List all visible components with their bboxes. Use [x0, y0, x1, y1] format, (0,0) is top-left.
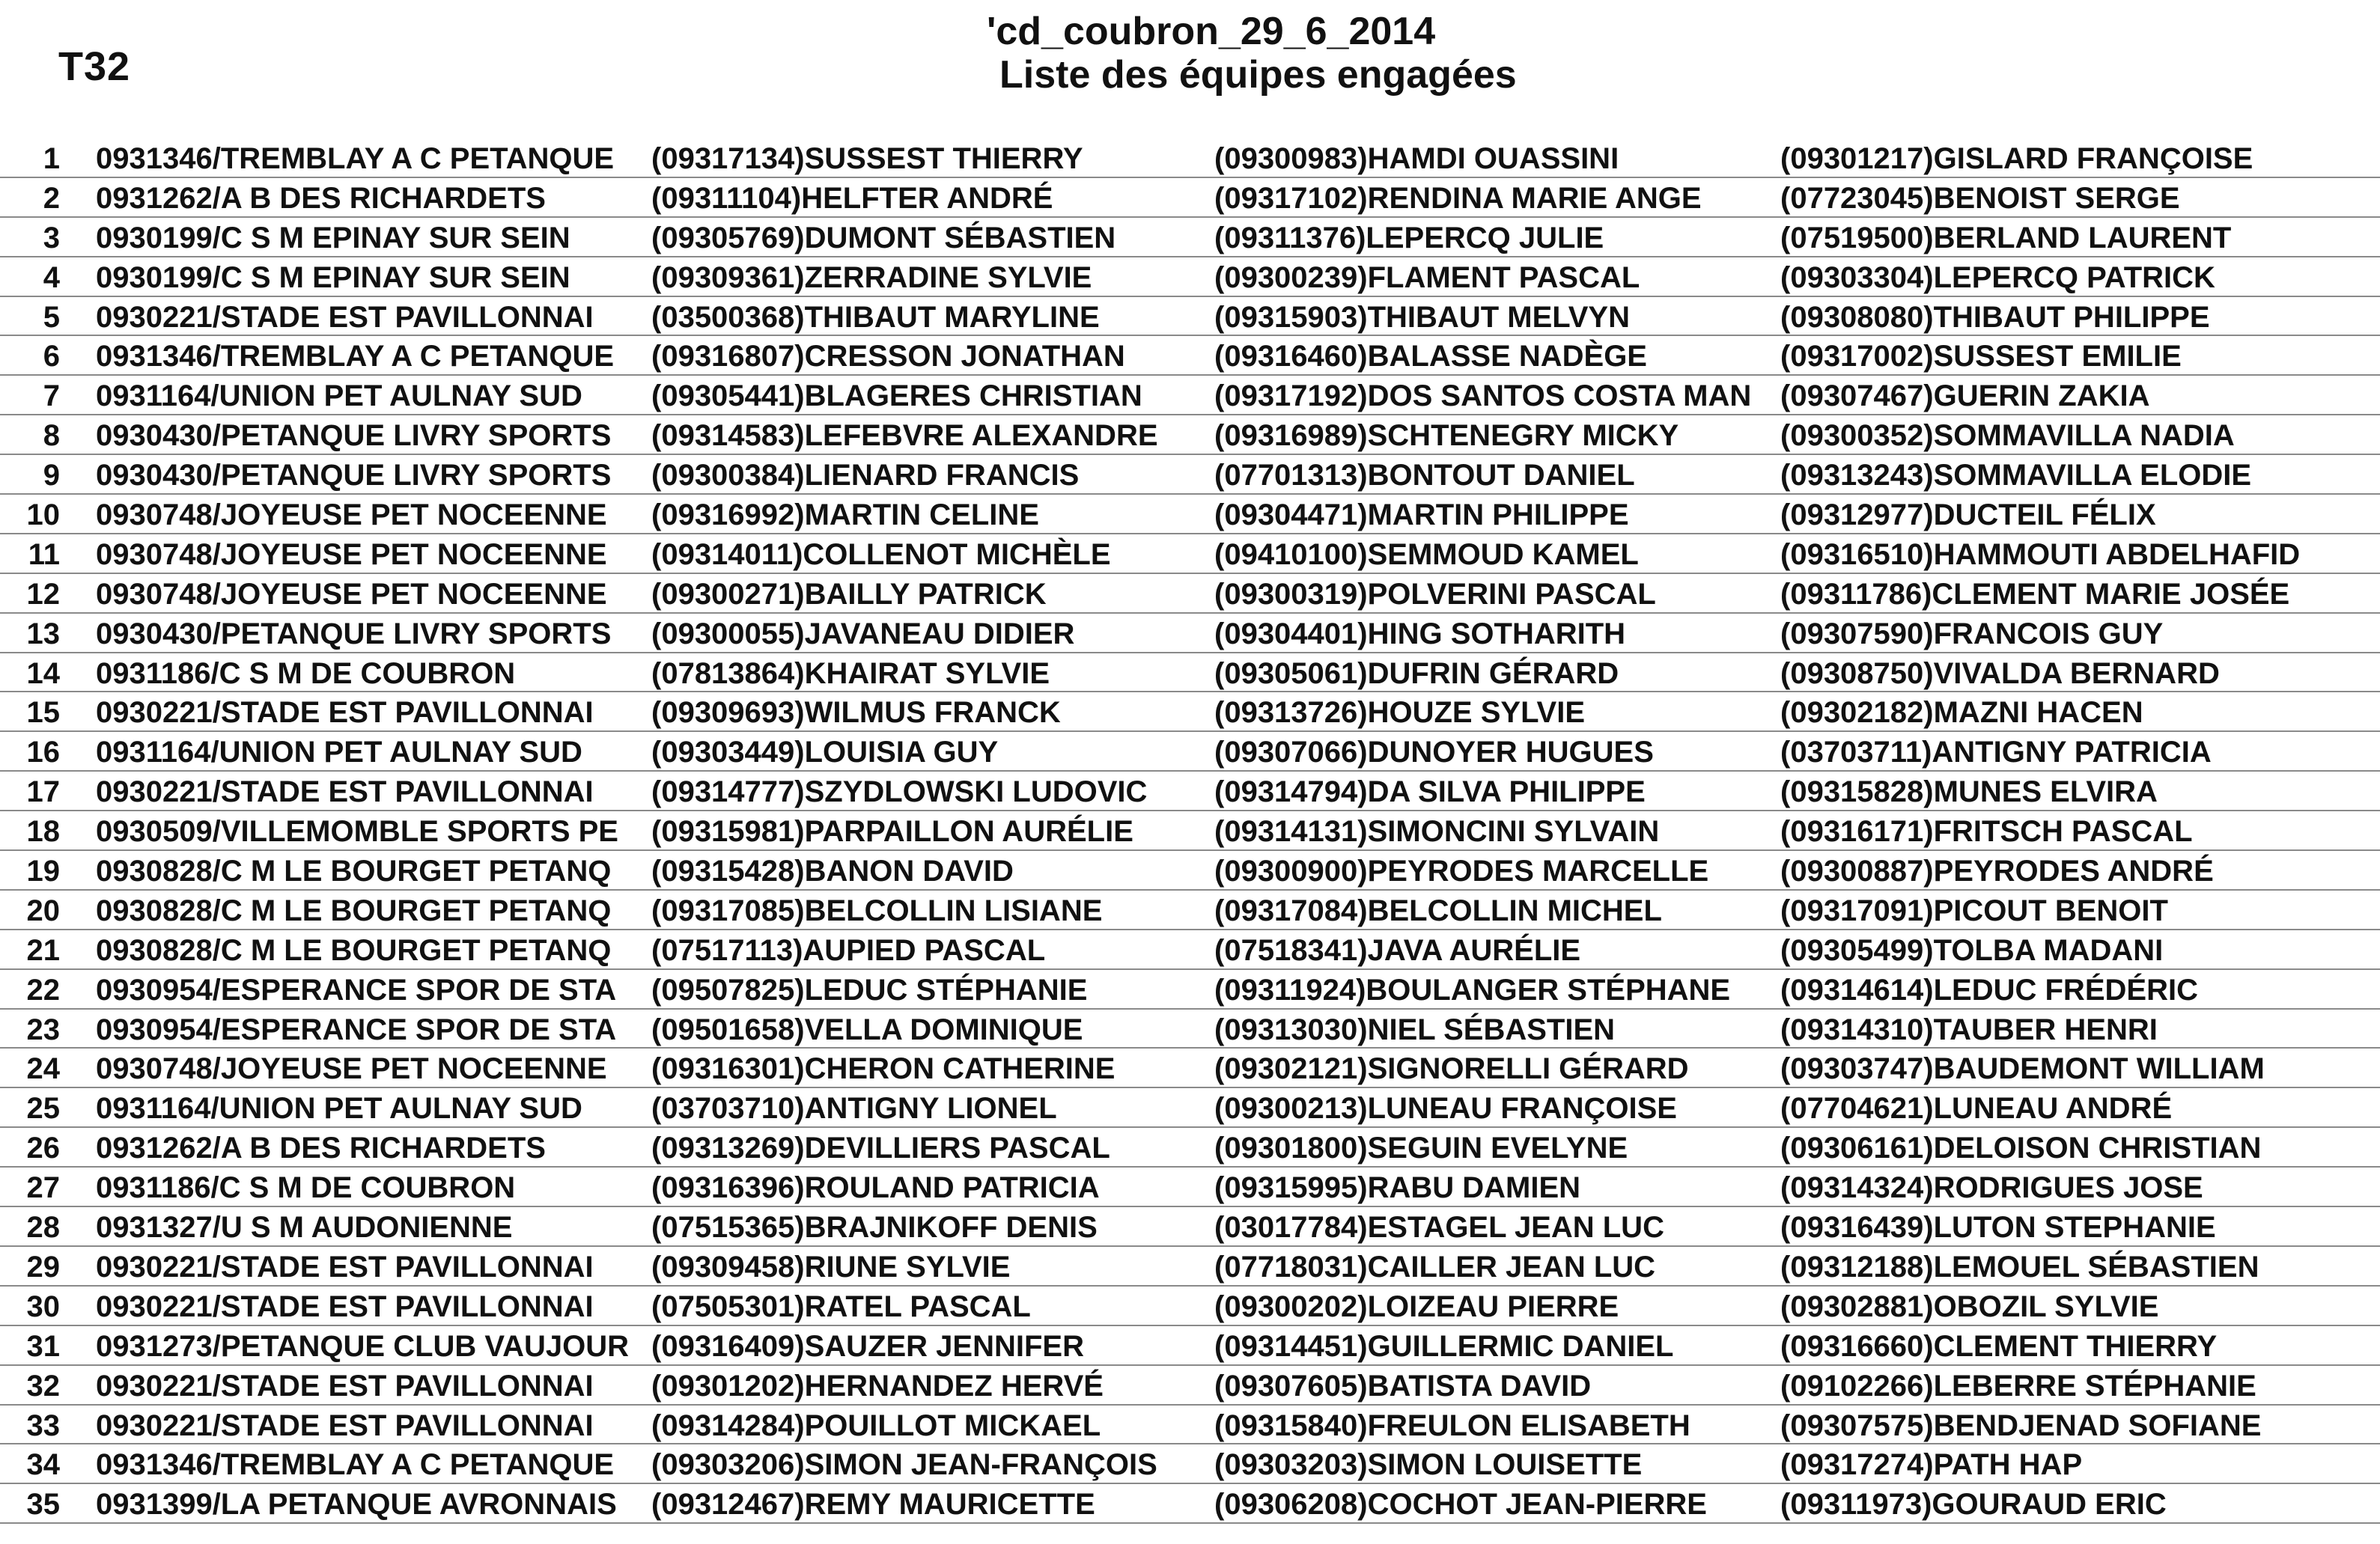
team-player-2: (09300983)HAMDI OUASSINI — [1214, 142, 1619, 175]
team-player-1: (09300271)BAILLY PATRICK — [651, 577, 1047, 611]
team-player-3: (09316510)HAMMOUTI ABDELHAFID — [1780, 537, 2301, 571]
team-row — [0, 455, 2380, 495]
team-player-1: (09313269)DEVILLIERS PASCAL — [651, 1132, 1110, 1165]
team-number: 8 — [43, 419, 60, 453]
team-player-2: (09300213)LUNEAU FRANÇOISE — [1214, 1092, 1677, 1126]
team-player-3: (09314324)RODRIGUES JOSE — [1780, 1171, 2203, 1205]
team-number: 15 — [26, 696, 60, 730]
team-row — [0, 138, 2380, 178]
team-club: 0930954/ESPERANCE SPOR DE STA — [96, 1013, 617, 1046]
team-player-3: (09300352)SOMMAVILLA NADIA — [1780, 419, 2235, 453]
team-row — [0, 772, 2380, 811]
team-club: 0930221/STADE EST PAVILLONNAI — [96, 1369, 594, 1403]
team-row — [0, 178, 2380, 218]
team-player-2: (09311924)BOULANGER STÉPHANE — [1214, 973, 1731, 1007]
team-player-3: (09317274)PATH HAP — [1780, 1448, 2083, 1482]
team-row — [0, 1406, 2380, 1445]
team-player-1: (09303206)SIMON JEAN-FRANÇOIS — [651, 1448, 1157, 1482]
team-club: 0930430/PETANQUE LIVRY SPORTS — [96, 617, 612, 650]
team-row — [0, 218, 2380, 257]
team-club: 0931262/A B DES RICHARDETS — [96, 181, 546, 215]
team-player-3: (09300887)PEYRODES ANDRÉ — [1780, 855, 2214, 888]
team-number: 19 — [26, 855, 60, 888]
team-player-1: (03703710)ANTIGNY LIONEL — [651, 1092, 1057, 1126]
team-player-1: (03500368)THIBAUT MARYLINE — [651, 300, 1100, 334]
team-player-2: (09316460)BALASSE NADÈGE — [1214, 340, 1647, 373]
team-player-1: (09314583)LEFEBVRE ALEXANDRE — [651, 419, 1158, 453]
team-row — [0, 415, 2380, 455]
team-player-3: (09302182)MAZNI HACEN — [1780, 696, 2143, 730]
team-player-2: (09314794)DA SILVA PHILIPPE — [1214, 775, 1646, 809]
team-number: 34 — [26, 1448, 60, 1482]
team-row — [0, 534, 2380, 574]
team-player-3: (09312188)LEMOUEL SÉBASTIEN — [1780, 1250, 2259, 1284]
team-player-2: (09300319)POLVERINI PASCAL — [1214, 577, 1656, 611]
team-club: 0930221/STADE EST PAVILLONNAI — [96, 300, 594, 334]
team-club: 0931346/TREMBLAY A C PETANQUE — [96, 340, 615, 373]
team-player-3: (09305499)TOLBA MADANI — [1780, 933, 2164, 967]
team-player-3: (09306161)DELOISON CHRISTIAN — [1780, 1132, 2262, 1165]
team-player-3: (09312977)DUCTEIL FÉLIX — [1780, 498, 2156, 532]
team-club: 0930221/STADE EST PAVILLONNAI — [96, 1290, 594, 1323]
team-row — [0, 1247, 2380, 1287]
team-player-1: (07813864)KHAIRAT SYLVIE — [651, 656, 1050, 690]
document-tag: T32 — [58, 44, 131, 89]
team-club: 0931262/A B DES RICHARDETS — [96, 1132, 546, 1165]
team-club: 0930199/C S M EPINAY SUR SEIN — [96, 260, 570, 294]
team-row — [0, 336, 2380, 376]
team-player-1: (09314777)SZYDLOWSKI LUDOVIC — [651, 775, 1148, 809]
team-player-3: (03703711)ANTIGNY PATRICIA — [1780, 736, 2212, 769]
team-club: 0930954/ESPERANCE SPOR DE STA — [96, 973, 617, 1007]
team-row — [0, 930, 2380, 970]
team-club: 0930430/PETANQUE LIVRY SPORTS — [96, 459, 612, 492]
team-club: 0930430/PETANQUE LIVRY SPORTS — [96, 419, 612, 453]
team-player-2: (09305061)DUFRIN GÉRARD — [1214, 656, 1619, 690]
team-row — [0, 970, 2380, 1010]
team-player-1: (09312467)REMY MAURICETTE — [651, 1488, 1095, 1522]
team-club: 0931273/PETANQUE CLUB VAUJOUR — [96, 1329, 630, 1363]
team-player-3: (09315828)MUNES ELVIRA — [1780, 775, 2158, 809]
team-player-1: (09314011)COLLENOT MICHÈLE — [651, 537, 1111, 571]
team-player-2: (09302121)SIGNORELLI GÉRARD — [1214, 1052, 1689, 1086]
team-player-1: (09316807)CRESSON JONATHAN — [651, 340, 1125, 373]
team-row — [0, 495, 2380, 534]
team-number: 17 — [26, 775, 60, 809]
team-club: 0931327/U S M AUDONIENNE — [96, 1211, 513, 1245]
team-player-3: (09308080)THIBAUT PHILIPPE — [1780, 300, 2210, 334]
team-number: 21 — [26, 933, 60, 967]
team-number: 12 — [26, 577, 60, 611]
team-player-3: (09314310)TAUBER HENRI — [1780, 1013, 2158, 1046]
team-club: 0931346/TREMBLAY A C PETANQUE — [96, 1448, 615, 1482]
team-number: 35 — [26, 1488, 60, 1522]
team-player-3: (07519500)BERLAND LAURENT — [1780, 221, 2232, 254]
team-row — [0, 1366, 2380, 1406]
team-club: 0930828/C M LE BOURGET PETANQ — [96, 933, 612, 967]
team-number: 22 — [26, 973, 60, 1007]
team-player-3: (09313243)SOMMAVILLA ELODIE — [1780, 459, 2252, 492]
team-row — [0, 851, 2380, 891]
team-club: 0931186/C S M DE COUBRON — [96, 656, 516, 690]
team-player-2: (09316989)SCHTENEGRY MICKY — [1214, 419, 1679, 453]
team-player-1: (07517113)AUPIED PASCAL — [651, 933, 1046, 967]
team-player-3: (09308750)VIVALDA BERNARD — [1780, 656, 2220, 690]
team-number: 18 — [26, 815, 60, 849]
team-player-3: (09311786)CLEMENT MARIE JOSÉE — [1780, 577, 2290, 611]
team-row — [0, 732, 2380, 772]
team-player-3: (09316660)CLEMENT THIERRY — [1780, 1329, 2218, 1363]
team-row — [0, 1128, 2380, 1168]
team-player-3: (09102266)LEBERRE STÉPHANIE — [1780, 1369, 2256, 1403]
team-number: 13 — [26, 617, 60, 650]
team-player-3: (09303747)BAUDEMONT WILLIAM — [1780, 1052, 2265, 1086]
team-row — [0, 574, 2380, 614]
team-player-1: (09315428)BANON DAVID — [651, 855, 1014, 888]
team-player-1: (09305769)DUMONT SÉBASTIEN — [651, 221, 1116, 254]
team-player-2: (09313726)HOUZE SYLVIE — [1214, 696, 1586, 730]
team-list — [0, 138, 2380, 1524]
team-club: 0930221/STADE EST PAVILLONNAI — [96, 1250, 594, 1284]
team-player-1: (09311104)HELFTER ANDRÉ — [651, 181, 1053, 215]
team-player-1: (09507825)LEDUC STÉPHANIE — [651, 973, 1088, 1007]
team-player-1: (09316992)MARTIN CELINE — [651, 498, 1039, 532]
team-row — [0, 1287, 2380, 1326]
team-player-2: (09410100)SEMMOUD KAMEL — [1214, 537, 1639, 571]
team-row — [0, 1326, 2380, 1366]
team-row — [0, 1444, 2380, 1484]
team-player-3: (09303304)LEPERCQ PATRICK — [1780, 260, 2215, 294]
team-player-2: (09303203)SIMON LOUISETTE — [1214, 1448, 1643, 1482]
team-player-2: (09315903)THIBAUT MELVYN — [1214, 300, 1630, 334]
document-subtitle: Liste des équipes engagées — [999, 53, 1517, 97]
team-player-2: (09304401)HING SOTHARITH — [1214, 617, 1626, 650]
team-player-2: (09317192)DOS SANTOS COSTA MAN — [1214, 379, 1752, 413]
team-player-1: (09300055)JAVANEAU DIDIER — [651, 617, 1075, 650]
team-row — [0, 376, 2380, 415]
team-player-3: (09301217)GISLARD FRANÇOISE — [1780, 142, 2253, 175]
team-club: 0930221/STADE EST PAVILLONNAI — [96, 696, 594, 730]
team-club: 0930828/C M LE BOURGET PETANQ — [96, 894, 612, 927]
team-player-2: (09307066)DUNOYER HUGUES — [1214, 736, 1654, 769]
team-player-2: (09304471)MARTIN PHILIPPE — [1214, 498, 1629, 532]
team-player-1: (09305441)BLAGERES CHRISTIAN — [651, 379, 1142, 413]
team-player-3: (09302881)OBOZIL SYLVIE — [1780, 1290, 2159, 1323]
team-club: 0930748/JOYEUSE PET NOCEENNE — [96, 577, 607, 611]
team-row — [0, 692, 2380, 732]
team-player-1: (09315981)PARPAILLON AURÉLIE — [651, 815, 1133, 849]
team-player-1: (09300384)LIENARD FRANCIS — [651, 459, 1080, 492]
team-number: 32 — [26, 1369, 60, 1403]
team-club: 0930748/JOYEUSE PET NOCEENNE — [96, 498, 607, 532]
team-player-3: (09307590)FRANCOIS GUY — [1780, 617, 2164, 650]
team-player-2: (07518341)JAVA AURÉLIE — [1214, 933, 1581, 967]
team-player-1: (09309361)ZERRADINE SYLVIE — [651, 260, 1092, 294]
team-club: 0930748/JOYEUSE PET NOCEENNE — [96, 537, 607, 571]
team-player-2: (09301800)SEGUIN EVELYNE — [1214, 1132, 1628, 1165]
team-player-3: (09311973)GOURAUD ERIC — [1780, 1488, 2167, 1522]
team-number: 30 — [26, 1290, 60, 1323]
team-player-2: (09306208)COCHOT JEAN-PIERRE — [1214, 1488, 1707, 1522]
team-club: 0930509/VILLEMOMBLE SPORTS PE — [96, 815, 618, 849]
team-row — [0, 1088, 2380, 1128]
team-player-1: (09303449)LOUISIA GUY — [651, 736, 999, 769]
team-player-1: (09316301)CHERON CATHERINE — [651, 1052, 1116, 1086]
team-player-2: (09300239)FLAMENT PASCAL — [1214, 260, 1640, 294]
team-club: 0930828/C M LE BOURGET PETANQ — [96, 855, 612, 888]
team-number: 7 — [43, 379, 60, 413]
team-club: 0931186/C S M DE COUBRON — [96, 1171, 516, 1205]
team-player-1: (09316409)SAUZER JENNIFER — [651, 1329, 1084, 1363]
team-player-1: (09501658)VELLA DOMINIQUE — [651, 1013, 1083, 1046]
team-player-3: (09307575)BENDJENAD SOFIANE — [1780, 1409, 2262, 1442]
team-number: 24 — [26, 1052, 60, 1086]
team-player-1: (07515365)BRAJNIKOFF DENIS — [651, 1211, 1098, 1245]
team-player-1: (07505301)RATEL PASCAL — [651, 1290, 1031, 1323]
team-number: 10 — [26, 498, 60, 532]
team-number: 14 — [26, 656, 60, 690]
team-number: 28 — [26, 1211, 60, 1245]
team-number: 11 — [28, 537, 60, 571]
team-row — [0, 297, 2380, 337]
team-number: 3 — [43, 221, 60, 254]
team-player-2: (09300900)PEYRODES MARCELLE — [1214, 855, 1709, 888]
team-number: 26 — [26, 1132, 60, 1165]
team-player-3: (09317091)PICOUT BENOIT — [1780, 894, 2168, 927]
team-row — [0, 1207, 2380, 1247]
team-number: 25 — [26, 1092, 60, 1126]
team-player-2: (09317084)BELCOLLIN MICHEL — [1214, 894, 1662, 927]
team-row — [0, 811, 2380, 851]
team-player-2: (09313030)NIEL SÉBASTIEN — [1214, 1013, 1616, 1046]
team-number: 20 — [26, 894, 60, 927]
team-player-1: (09317085)BELCOLLIN LISIANE — [651, 894, 1103, 927]
team-row — [0, 1484, 2380, 1524]
team-player-2: (07718031)CAILLER JEAN LUC — [1214, 1250, 1656, 1284]
team-player-3: (09307467)GUERIN ZAKIA — [1780, 379, 2150, 413]
team-player-2: (09315995)RABU DAMIEN — [1214, 1171, 1581, 1205]
team-club: 0931164/UNION PET AULNAY SUD — [96, 736, 582, 769]
team-club: 0931164/UNION PET AULNAY SUD — [96, 1092, 582, 1126]
team-number: 1 — [43, 142, 60, 175]
team-club: 0930221/STADE EST PAVILLONNAI — [96, 775, 594, 809]
team-club: 0930748/JOYEUSE PET NOCEENNE — [96, 1052, 607, 1086]
team-player-2: (09314131)SIMONCINI SYLVAIN — [1214, 815, 1660, 849]
team-player-2: (09307605)BATISTA DAVID — [1214, 1369, 1592, 1403]
team-club: 0930221/STADE EST PAVILLONNAI — [96, 1409, 594, 1442]
team-player-3: (09314614)LEDUC FRÉDÉRIC — [1780, 973, 2198, 1007]
team-number: 31 — [26, 1329, 60, 1363]
team-row — [0, 653, 2380, 693]
team-player-1: (09317134)SUSSEST THIERRY — [651, 142, 1083, 175]
team-player-2: (03017784)ESTAGEL JEAN LUC — [1214, 1211, 1664, 1245]
team-number: 4 — [43, 260, 60, 294]
team-player-2: (09314451)GUILLERMIC DANIEL — [1214, 1329, 1674, 1363]
team-number: 29 — [26, 1250, 60, 1284]
team-row — [0, 1049, 2380, 1088]
team-player-1: (09316396)ROULAND PATRICIA — [651, 1171, 1100, 1205]
team-number: 27 — [26, 1171, 60, 1205]
team-row — [0, 614, 2380, 653]
team-player-2: (07701313)BONTOUT DANIEL — [1214, 459, 1635, 492]
team-row — [0, 1168, 2380, 1207]
team-number: 23 — [26, 1013, 60, 1046]
team-player-2: (09300202)LOIZEAU PIERRE — [1214, 1290, 1619, 1323]
team-player-1: (09309693)WILMUS FRANCK — [651, 696, 1061, 730]
team-row — [0, 1010, 2380, 1049]
team-number: 9 — [43, 459, 60, 492]
team-number: 6 — [43, 340, 60, 373]
team-number: 33 — [26, 1409, 60, 1442]
team-player-2: (09315840)FREULON ELISABETH — [1214, 1409, 1690, 1442]
team-club: 0930199/C S M EPINAY SUR SEIN — [96, 221, 570, 254]
team-row — [0, 891, 2380, 930]
team-player-1: (09309458)RIUNE SYLVIE — [651, 1250, 1011, 1284]
team-player-3: (09317002)SUSSEST EMILIE — [1780, 340, 2182, 373]
team-player-3: (09316171)FRITSCH PASCAL — [1780, 815, 2193, 849]
document-title: 'cd_coubron_29_6_2014 — [987, 10, 1436, 53]
team-player-3: (07704621)LUNEAU ANDRÉ — [1780, 1092, 2173, 1126]
team-player-2: (09317102)RENDINA MARIE ANGE — [1214, 181, 1702, 215]
team-row — [0, 257, 2380, 297]
team-number: 2 — [43, 181, 60, 215]
team-number: 16 — [26, 736, 60, 769]
team-player-2: (09311376)LEPERCQ JULIE — [1214, 221, 1604, 254]
team-player-1: (09301202)HERNANDEZ HERVÉ — [651, 1369, 1104, 1403]
team-number: 5 — [43, 300, 60, 334]
team-club: 0931346/TREMBLAY A C PETANQUE — [96, 142, 615, 175]
team-player-3: (09316439)LUTON STEPHANIE — [1780, 1211, 2216, 1245]
team-player-3: (07723045)BENOIST SERGE — [1780, 181, 2180, 215]
team-club: 0931399/LA PETANQUE AVRONNAIS — [96, 1488, 617, 1522]
team-club: 0931164/UNION PET AULNAY SUD — [96, 379, 582, 413]
team-player-1: (09314284)POUILLOT MICKAEL — [651, 1409, 1101, 1442]
